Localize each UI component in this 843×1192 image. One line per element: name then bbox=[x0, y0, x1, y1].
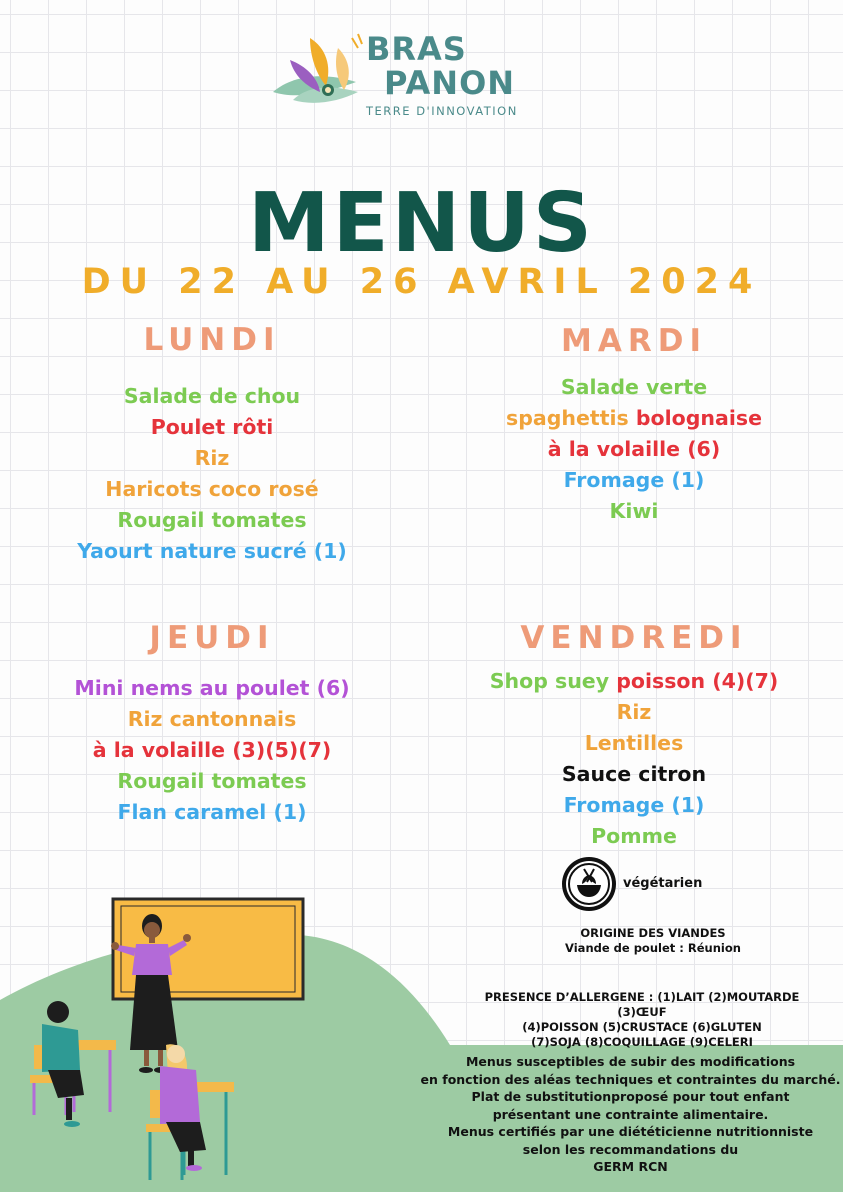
dish: Riz bbox=[616, 700, 652, 724]
menu-lundi bbox=[30, 381, 394, 567]
day-heading-jeudi: JEUDI bbox=[149, 620, 275, 656]
menu-jeudi bbox=[30, 673, 394, 828]
notice-line: Menus susceptibles de subir des modifications bbox=[465, 1054, 796, 1069]
vegetarian-badge bbox=[560, 855, 760, 913]
date-range: DU 22 AU 26 AVRIL 2024 bbox=[81, 262, 762, 302]
dish: à la volaille (3)(5)(7) bbox=[92, 738, 332, 762]
notice-line: Menus certifiés par une diététicienne nutritionniste bbox=[447, 1124, 814, 1139]
day-heading-vendredi: VENDREDI bbox=[520, 620, 748, 656]
dish: Yaourt nature sucré (1) bbox=[77, 539, 347, 563]
dish bbox=[456, 666, 812, 697]
dish-part: poisson (4)(7) bbox=[616, 669, 779, 693]
menu-mardi bbox=[456, 372, 812, 527]
logo-line-2: PANON bbox=[384, 64, 516, 102]
allergens-line: (4)POISSON (5)CRUSTACE (6)GLUTEN bbox=[522, 1020, 762, 1034]
page-title: MENUS bbox=[248, 176, 595, 271]
notice-line: selon les recommandations du bbox=[522, 1141, 739, 1157]
dish: Lentilles bbox=[584, 731, 684, 755]
dish: Mini nems au poulet (6) bbox=[74, 676, 350, 700]
dish: Haricots coco rosé bbox=[105, 477, 319, 501]
dish: Kiwi bbox=[609, 499, 659, 523]
dish: Flan caramel (1) bbox=[117, 800, 307, 824]
notice-line: présentant une contrainte alimentaire. bbox=[492, 1106, 769, 1122]
dish-part: spaghettis bbox=[506, 406, 629, 430]
dish: Salade verte bbox=[560, 375, 708, 399]
day-heading-lundi: LUNDI bbox=[143, 322, 281, 358]
dish: Sauce citron bbox=[561, 762, 707, 786]
allergens-line: (7)SOJA (8)COQUILLAGE (9)CELERI bbox=[531, 1035, 753, 1049]
logo-tagline: TERRE D'INNOVATION bbox=[366, 104, 518, 118]
day-heading-mardi: MARDI bbox=[561, 323, 707, 359]
dish: Poulet rôti bbox=[150, 415, 274, 439]
dish: Rougail tomates bbox=[117, 508, 307, 532]
menu-vendredi bbox=[456, 666, 812, 852]
dish-part: Shop suey bbox=[489, 669, 610, 693]
vegetarian-icon bbox=[560, 855, 618, 913]
menu-notice bbox=[418, 1053, 843, 1176]
origin-text: Viande de poulet : Réunion bbox=[565, 941, 741, 955]
dish: Fromage (1) bbox=[563, 793, 705, 817]
dish: Salade de chou bbox=[123, 384, 301, 408]
vegetarian-label: végétarien bbox=[623, 876, 703, 891]
meat-origin bbox=[528, 926, 778, 956]
dish: Riz bbox=[194, 446, 230, 470]
bras-panon-logo bbox=[268, 30, 518, 122]
dish: Pomme bbox=[591, 824, 677, 848]
logo-line-1: BRAS bbox=[366, 30, 467, 68]
vanilla-flower-icon bbox=[268, 30, 368, 110]
dish bbox=[456, 403, 812, 434]
allergens-list bbox=[468, 990, 816, 1050]
notice-line: GERM RCN bbox=[593, 1159, 668, 1174]
dish-part: bolognaise bbox=[635, 406, 762, 430]
origin-title: ORIGINE DES VIANDES bbox=[580, 926, 726, 940]
dish: à la volaille (6) bbox=[547, 437, 721, 461]
dish: Fromage (1) bbox=[563, 468, 705, 492]
notice-line: Plat de substitutionproposé pour tout enfant bbox=[471, 1089, 790, 1104]
notice-line: en fonction des aléas techniques et contraintes du marché. bbox=[420, 1071, 841, 1087]
dish: Rougail tomates bbox=[117, 769, 307, 793]
allergens-line: PRESENCE D’ALLERGENE : (1)LAIT (2)MOUTARDE (3)ŒUF bbox=[484, 990, 800, 1019]
dish: Riz cantonnais bbox=[127, 707, 297, 731]
